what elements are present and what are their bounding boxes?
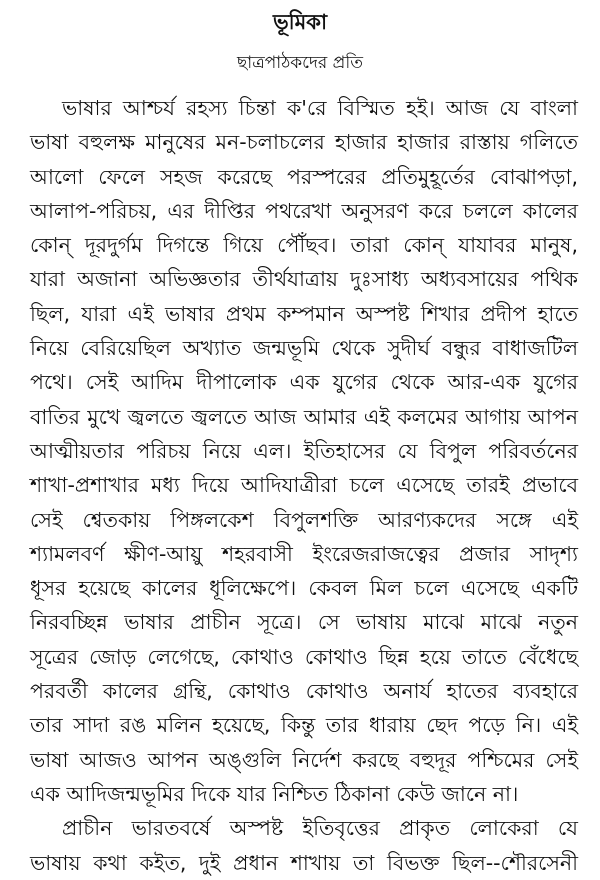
text-line: আলো ফেলে সহজ করেছে পরস্পরের প্রতিমুহূর্তের বোঝাপড়া, (30, 164, 578, 189)
text-line: ভাষা বহুলক্ষ মানুষের মন-চলাচলের হাজার হাজার রাস্তায় গলিতে (30, 130, 578, 155)
text-line: সূত্রের জোড় লেগেছে, কোথাও কোথাও ছিন্ন হয়ে তাতে বেঁধেছে (30, 644, 578, 669)
text-line: নিয়ে বেরিয়েছিল অখ্যাত জন্মভূমি থেকে সুদীর্ঘ বন্ধুর বাধাজটিল (30, 336, 578, 361)
text-line: তার সাদা রঙ মলিন হয়েছে, কিন্তু তার ধারায় ছেদ পড়ে নি। এই (30, 713, 578, 738)
page-title: ভূমিকা (272, 10, 328, 34)
text-line: নিরবচ্ছিন্ন ভাষার প্রাচীন সূত্রে। সে ভাষায় মাঝে মাঝে নতুন (30, 610, 578, 635)
text-line: ছিল, যারা এই ভাষার প্রথম কম্পমান অস্পষ্ট শিখার প্রদীপ হাতে (30, 301, 578, 326)
text-line: আলাপ-পরিচয়, এর দীপ্তির পথরেখা অনুসরণ করে চললে কালের (30, 198, 578, 223)
text-line: ধূসর হয়েছে কালের ধূলিক্ষেপে। কেবল মিল চলে এসেছে একটি (30, 576, 578, 601)
body-text (30, 91, 578, 880)
text-line: পরবর্তী কালের গ্রন্থি, কোথাও কোথাও অনার্য হাতের ব্যবহারে (30, 679, 578, 704)
text-line: এক আদিজন্মভূমির দিকে যার নিশ্চিত ঠিকানা কেউ জানে না। (30, 781, 519, 806)
text-line: বাতির মুখে জ্বলতে জ্বলতে আজ আমার এই কলমের আগায় আপন (30, 404, 578, 429)
page-subtitle: ছাত্রপাঠকদের প্রতি (237, 53, 363, 73)
text-line: ভাষার আশ্চর্য রহস্য চিন্তা ক'রে বিস্মিত হই। আজ যে বাংলা (62, 96, 578, 120)
text-line: শ্যামলবর্ণ ক্ষীণ-আয়ু শহরবাসী ইংরেজরাজত্বের প্রজার সাদৃশ্য (30, 541, 578, 566)
text-line: শাখা-প্রশাখার মধ্য দিয়ে আদিযাত্রীরা চলে এসেছে তারই প্রভাবে (30, 473, 578, 498)
text-line: প্রাচীন ভারতবর্ষে অস্পষ্ট ইতিবৃত্তের প্রাকৃত লোকেরা যে (62, 816, 578, 841)
text-line: সেই শ্বেতকায় পিঙ্গলকেশ বিপুলশক্তি আরণ্যকদের সঙ্গে এই (30, 507, 578, 532)
text-line: কোন্ দূরদুর্গম দিগন্তে গিয়ে পৌঁছব। তারা কোন্ যাযাবর মানুষ, (30, 233, 578, 258)
text-line: পথে। সেই আদিম দীপালোক এক যুগের থেকে আর-এক যুগের (30, 370, 578, 395)
text-line: যারা অজানা অভিজ্ঞতার তীর্থযাত্রায় দুঃসাধ্য অধ্যবসায়ের পথিক (30, 267, 578, 292)
text-line: আত্মীয়তার পরিচয় নিয়ে এল। ইতিহাসের যে বিপুল পরিবর্তনের (30, 438, 578, 463)
text-line: ভাষা আজও আপন অঙ্গুলি নির্দেশ করছে বহুদূর পশ্চিমের সেই (30, 747, 578, 772)
text-line: ভাষায় কথা কইত, দুই প্রধান শাখায় তা বিভক্ত ছিল--শৌরসেনী (30, 850, 578, 875)
